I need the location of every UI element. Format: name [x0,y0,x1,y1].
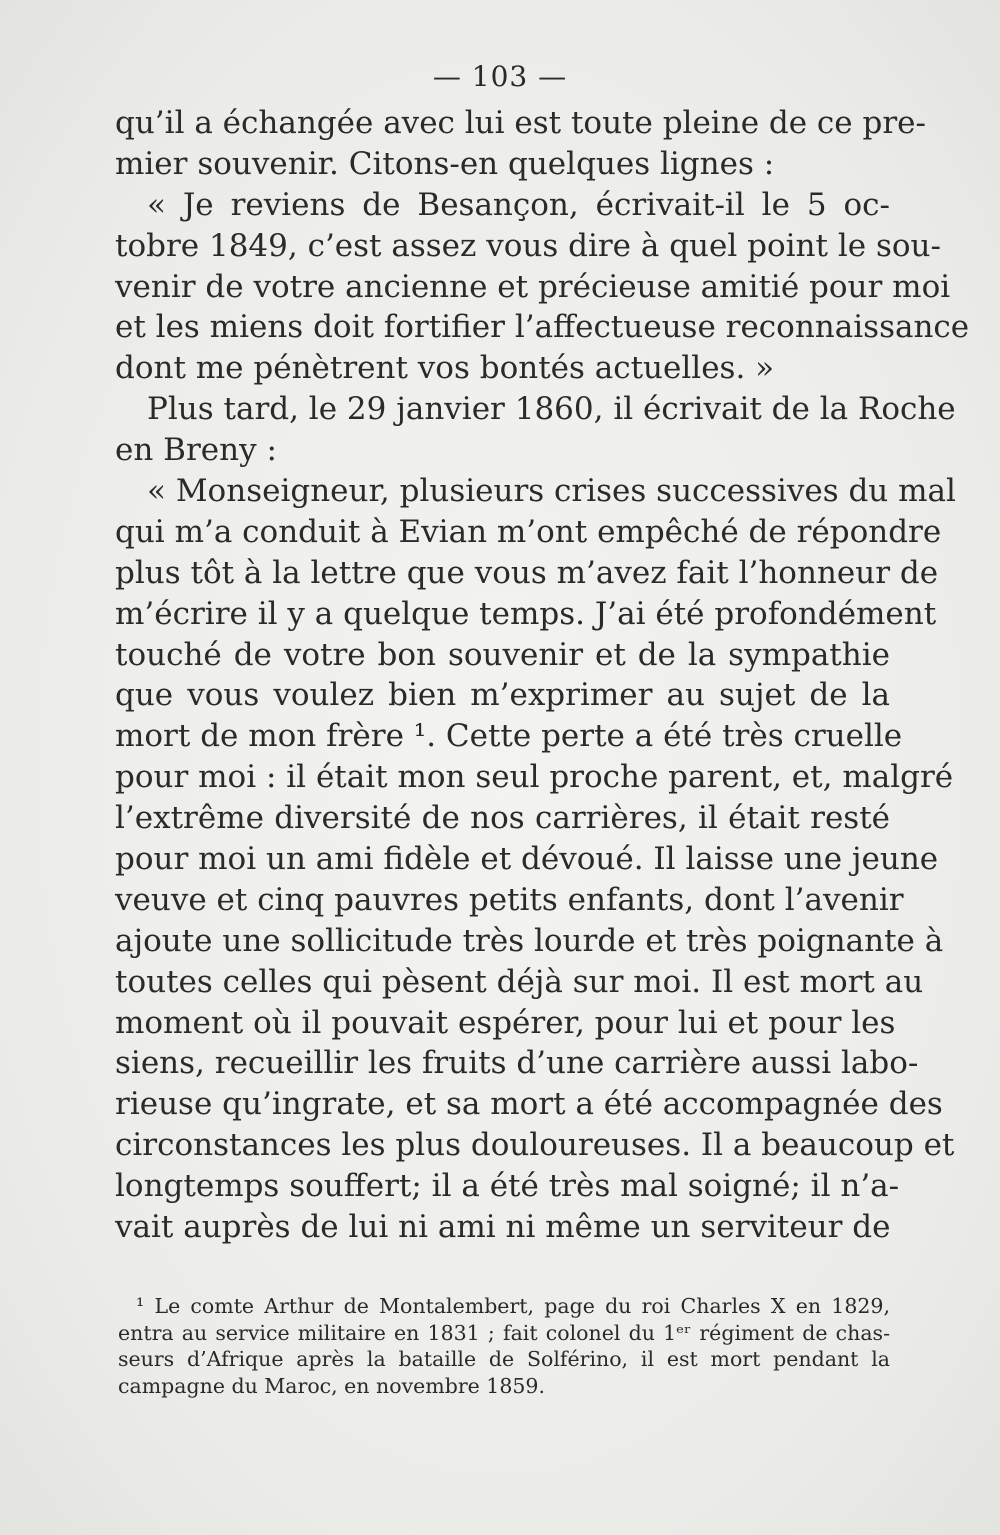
text-line: vait auprès de lui ni ami ni même un serviteur de [115,1209,891,1246]
text-line: qu’il a échangée avec lui est toute pleine de ce pre- [115,105,926,141]
page-number: — 103 — [432,60,568,93]
text-line: dont me pénètrent vos bontés actuelles. » [115,350,775,387]
text-line: toutes celles qui pèsent déjà sur moi. Il est mort au [115,963,924,1000]
text-line: venir de votre ancienne et précieuse amitié pour moi [115,268,951,305]
text-line: pour moi un ami fidèle et dévoué. Il laisse une jeune [115,841,939,878]
text-line: mort de mon frère ¹. Cette perte a été très cruelle [115,718,903,755]
footnote-line: ¹ Le comte Arthur de Montalembert, page du roi Charles X en 1829, [136,1294,890,1318]
text-line: que vous voulez bien m’exprimer au sujet de la [115,677,890,714]
text-line: Plus tard, le 29 janvier 1860, il écrivait de la Roche [147,391,956,428]
text-line: siens, recueillir les fruits d’une carrière aussi labo- [115,1045,919,1082]
footnote [118,1293,890,1399]
text-line: qui m’a conduit à Evian m’ont empêché de répondre [115,513,942,550]
text-line: tobre 1849, c’est assez vous dire à quel point le sou- [115,227,941,264]
footnote-line: entra au service militaire en 1831 ; fait colonel du 1ᵉʳ régiment de chas- [118,1320,890,1345]
text-line: « Monseigneur, plusieurs crises successives du mal [147,473,956,510]
text-line: mier souvenir. Citons-en quelques lignes : [115,145,775,182]
text-line: longtemps souffert; il a été très mal soigné; il n’a- [115,1168,900,1205]
text-line: rieuse qu’ingrate, et sa mort a été accompagnée des [115,1086,943,1123]
footnote-line: campagne du Maroc, en novembre 1859. [118,1373,545,1398]
text-line: touché de votre bon souvenir et de la sympathie [115,636,890,673]
text-line: et les miens doit fortifier l’affectueuse reconnaissance [115,309,970,346]
text-line: pour moi : il était mon seul proche parent, et, malgré [115,759,954,796]
text-line: m’écrire il y a quelque temps. J’ai été profondément [115,595,937,632]
text-line: l’extrême diversité de nos carrières, il était resté [115,800,890,837]
footnote-line: seurs d’Afrique après la bataille de Solférino, il est mort pendant la [118,1347,890,1371]
text-line: veuve et cinq pauvres petits enfants, dont l’avenir [115,881,904,918]
text-line: « Je reviens de Besançon, écrivait-il le 5 oc- [147,186,890,223]
text-line: circonstances les plus douloureuses. Il a beaucoup et [115,1127,955,1164]
text-line: ajoute une sollicitude très lourde et très poignante à [115,922,944,959]
text-line: plus tôt à la lettre que vous m’avez fait l’honneur de [115,554,939,591]
body-text [115,103,970,1248]
text-line: en Breny : [115,432,277,469]
text-line: moment où il pouvait espérer, pour lui et pour les [115,1004,896,1041]
